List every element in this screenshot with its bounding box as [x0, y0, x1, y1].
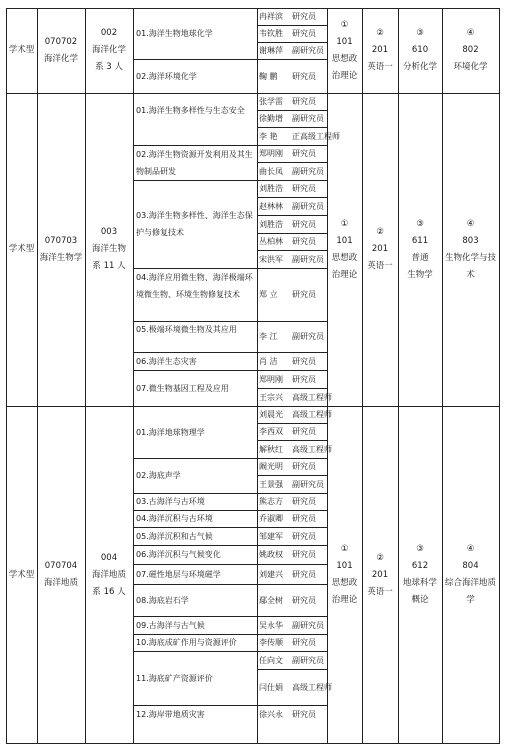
advisor-name: 刘建兴	[259, 569, 283, 579]
advisor-name: 曲长凤	[259, 166, 283, 176]
advisor-title: 副研究员	[292, 479, 324, 489]
research-direction: 06.海洋生态灾害	[136, 356, 197, 366]
exam-subject-1-line: 治理论	[331, 70, 358, 81]
department-quota-line: 002	[100, 28, 118, 38]
advisor-title: 研究员	[292, 550, 316, 559]
degree-type	[6, 406, 37, 744]
exam-subject-4-line: 803	[462, 235, 479, 246]
advisor-title: 研究员	[292, 29, 316, 38]
advisor-title: 研究员	[292, 427, 316, 436]
exam-subject-2	[362, 93, 398, 406]
exam-subject-4-line: 802	[462, 45, 479, 55]
advisor-name: 刘晨光	[259, 410, 283, 419]
table-rule	[257, 669, 327, 670]
exam-subject-1-line: 治理论	[331, 269, 358, 280]
major-code-name-line: 海洋地质	[43, 578, 78, 588]
department-quota	[85, 93, 133, 406]
exam-subject-1-line: 101	[336, 561, 353, 571]
advisor-name: 郑明刚	[259, 149, 283, 158]
department-quota-line: 003	[100, 227, 118, 237]
advisor-name: 鞠 鹏	[259, 71, 278, 81]
research-direction: 12.海岸带地质灾害	[136, 709, 205, 719]
department-quota-line: 海洋生物	[91, 244, 126, 254]
research-direction: 02.海底声学	[136, 471, 181, 480]
advisor-title: 研究员	[292, 638, 316, 647]
research-direction: 04.海洋应用微生物、海洋极端环境微生物、环境生物修复技术	[136, 273, 253, 299]
exam-subject-2-line: 201	[371, 569, 389, 580]
exam-subject-4	[442, 406, 499, 744]
exam-subject-1	[327, 406, 362, 744]
exam-subject-3-line: ③	[416, 28, 424, 38]
advisor-name: 李 江	[259, 332, 278, 341]
department-quota	[85, 8, 133, 93]
advisor-title: 正高级工程师	[292, 131, 340, 141]
advisor-title: 副研究员	[292, 201, 324, 211]
advisor-name: 韦钦胜	[259, 29, 283, 38]
exam-subject-1	[327, 8, 362, 93]
advisor-name: 乔淑卿	[259, 514, 283, 523]
department-quota-line: 004	[100, 552, 118, 563]
exam-subject-2	[362, 8, 398, 93]
major-code-name-line: 070702	[44, 36, 78, 47]
major-code-name-line: 海洋化学	[43, 53, 78, 64]
department-quota-line: 海洋化学	[91, 45, 126, 55]
research-direction: 07.磁性地层与环境磁学	[136, 569, 221, 579]
exam-subject-3-line: 610	[411, 45, 429, 55]
exam-subject-3-line: 概论	[411, 595, 429, 605]
advisor-title: 研究员	[292, 184, 316, 193]
advisor-title: 研究员	[292, 709, 316, 719]
advisor-name: 李西双	[259, 427, 283, 436]
advisor-title: 高级工程师	[292, 410, 332, 419]
advisor-name: 刘胜浩	[259, 219, 283, 229]
major-code-name	[37, 93, 85, 406]
advisor-name: 冉祥滨	[259, 12, 283, 21]
advisor-name: 解秋红	[259, 444, 283, 454]
exam-subject-4-line: 综合海洋地质	[444, 578, 496, 588]
advisor-title: 高级工程师	[292, 392, 332, 402]
exam-subject-2-line: 英语一	[367, 586, 393, 597]
advisor-name: 闫仕娟	[259, 682, 283, 692]
exam-subject-4-line: 环境化学	[453, 62, 488, 72]
exam-subject-4-line: 学	[466, 595, 475, 605]
department-quota-line: 系 11 人	[92, 261, 126, 271]
advisor-title: 研究员	[292, 71, 316, 81]
advisor-title: 研究员	[292, 531, 316, 541]
advisor-name: 张学雷	[259, 97, 283, 106]
exam-subject-4-line: 术	[466, 269, 475, 280]
research-direction: 10.海底成矿作用与资源评价	[136, 638, 237, 647]
advisor-name: 姚政权	[259, 550, 283, 559]
advisor-name: 肖 洁	[259, 356, 278, 366]
advisor-title: 副研究员	[292, 46, 324, 55]
advisor-name: 宋洪军	[259, 254, 283, 264]
advisor-name: 徐兴永	[259, 709, 283, 719]
research-direction: 06.海洋沉积与气候变化	[136, 550, 221, 559]
exam-subject-1-line: ①	[340, 218, 349, 229]
advisor-title: 副研究员	[292, 332, 324, 341]
research-direction: 02.海洋环境化学	[136, 71, 197, 81]
advisor-title: 研究员	[292, 237, 316, 246]
advisor-name: 赵林林	[259, 201, 283, 211]
department-quota-line: 系 16 人	[92, 586, 126, 597]
research-direction: 08.海底岩石学	[136, 595, 189, 605]
advisor-title: 副研究员	[292, 254, 324, 264]
exam-subject-2-line: ②	[376, 552, 384, 563]
major-code-name-line: 海洋生物学	[39, 252, 83, 263]
exam-subject-3-line: 地球科学	[402, 578, 437, 588]
exam-subject-3-line: 611	[411, 235, 429, 246]
advisor-title: 副研究员	[292, 114, 324, 123]
advisor-name: 丛柏林	[259, 237, 283, 246]
exam-subject-3	[398, 406, 442, 744]
research-direction: 07.微生物基因工程及应用	[136, 383, 229, 393]
exam-subject-3	[398, 8, 442, 93]
advisor-name: 吴永华	[259, 620, 283, 630]
research-direction: 05.海洋沉积和古气候	[136, 531, 213, 541]
advisor-title: 高级工程师	[292, 444, 332, 454]
advisor-name: 熊志方	[259, 497, 283, 506]
major-code-name-line: 070703	[44, 235, 78, 246]
exam-subject-3-line: 普通	[411, 252, 429, 263]
table-rule	[133, 584, 327, 585]
advisor-name: 鄢全树	[259, 595, 283, 605]
advisor-title: 副研究员	[292, 166, 324, 176]
major-code-name	[37, 8, 85, 93]
exam-subject-3-line: ③	[416, 544, 424, 554]
advisor-title: 研究员	[292, 514, 316, 523]
advisor-title: 副研究员	[292, 655, 324, 665]
research-direction: 11.海底矿产资源评价	[136, 673, 213, 683]
exam-subject-1-line: 101	[336, 235, 353, 246]
advisor-name: 郑明刚	[259, 374, 283, 384]
advisor-title: 研究员	[292, 462, 316, 471]
advisor-title: 高级工程师	[292, 682, 332, 692]
advisor-title: 研究员	[292, 374, 316, 384]
table-rule	[133, 59, 327, 60]
advisor-title: 研究员	[292, 497, 316, 506]
advisor-title: 研究员	[292, 595, 316, 605]
advisor-name: 刘胜浩	[259, 184, 283, 193]
major-code-name-line: 070704	[44, 561, 78, 571]
degree-type	[6, 8, 37, 93]
advisor-name: 王宗兴	[259, 392, 283, 402]
advisor-title: 研究员	[292, 12, 316, 21]
exam-subject-2-line: ②	[376, 227, 384, 237]
department-quota-line: 海洋地质	[91, 569, 126, 580]
research-direction: 01.海洋地球物理学	[136, 427, 205, 437]
degree-type	[6, 93, 37, 406]
department-quota	[85, 406, 133, 744]
advisor-name: 邹建军	[259, 531, 283, 541]
advisor-name: 王景强	[259, 479, 283, 489]
exam-subject-1-line: 治理论	[331, 595, 358, 605]
advisor-title: 研究员	[292, 219, 316, 229]
exam-subject-1-line: ①	[340, 19, 349, 30]
exam-subject-3-line: 分析化学	[402, 62, 437, 72]
exam-subject-3-line: 生物学	[407, 269, 433, 280]
advisor-title: 研究员	[292, 356, 316, 366]
exam-subject-1-line: 思想政	[331, 252, 358, 263]
advisor-title: 副研究员	[292, 620, 324, 630]
exam-subject-2-line: 201	[371, 244, 389, 254]
exam-subject-3	[398, 93, 442, 406]
degree-type-line: 学术型	[8, 45, 35, 55]
exam-subject-4-line: ④	[466, 544, 475, 554]
department-quota-line: 系 3 人	[95, 62, 123, 72]
advisor-name: 谢琳萍	[259, 46, 283, 55]
exam-subject-4-line: 生物化学与技	[444, 252, 496, 263]
advisor-name: 李传顺	[259, 638, 283, 647]
advisor-name: 任向文	[259, 655, 283, 665]
research-direction: 03.古海洋与古环境	[136, 497, 205, 506]
advisor-name: 阚光明	[259, 462, 283, 471]
exam-subject-2-line: 201	[371, 45, 389, 55]
exam-subject-3-line: 612	[411, 561, 429, 571]
exam-subject-4-line: ④	[466, 28, 475, 38]
exam-subject-3-line: ③	[416, 218, 424, 229]
exam-subject-1-line: 思想政	[331, 578, 358, 588]
exam-subject-4	[442, 8, 499, 93]
exam-subject-2	[362, 406, 398, 744]
research-direction: 01.海洋生物地球化学	[136, 29, 213, 38]
exam-subject-4	[442, 93, 499, 406]
exam-subject-1-line: ①	[340, 544, 349, 554]
research-direction: 03.海洋生物多样性、海洋生态保护与修复技术	[136, 211, 253, 237]
advisor-title: 研究员	[292, 290, 316, 299]
exam-subject-4-line: 804	[462, 561, 479, 571]
research-direction: 02.海洋生物资源开发利用及其生物制品研发	[136, 149, 253, 176]
advisor-name: 郑 立	[259, 290, 278, 299]
degree-type-line: 学术型	[8, 569, 35, 580]
exam-subject-2-line: 英语一	[367, 261, 393, 271]
advisor-title: 研究员	[292, 569, 316, 579]
major-code-name	[37, 406, 85, 744]
research-direction: 09.古海洋与古气候	[136, 620, 205, 630]
advisor-title: 研究员	[292, 97, 316, 106]
research-direction: 01.海洋生物多样性与生态安全	[136, 106, 245, 115]
exam-subject-1-line: 101	[336, 36, 353, 47]
degree-type-line: 学术型	[8, 244, 35, 254]
advisor-name: 李 艳	[259, 131, 278, 141]
exam-subject-2-line: ②	[376, 28, 384, 38]
exam-subject-4-line: ④	[466, 218, 475, 229]
advisor-name: 徐勤增	[259, 114, 283, 123]
table-rule	[499, 8, 500, 744]
exam-subject-2-line: 英语一	[367, 62, 393, 72]
research-direction: 05.极端环境微生物及其应用	[136, 325, 237, 334]
exam-subject-1-line: 思想政	[331, 53, 358, 64]
research-direction: 04.海洋沉积与古环境	[136, 514, 213, 523]
advisor-title: 研究员	[292, 149, 316, 158]
